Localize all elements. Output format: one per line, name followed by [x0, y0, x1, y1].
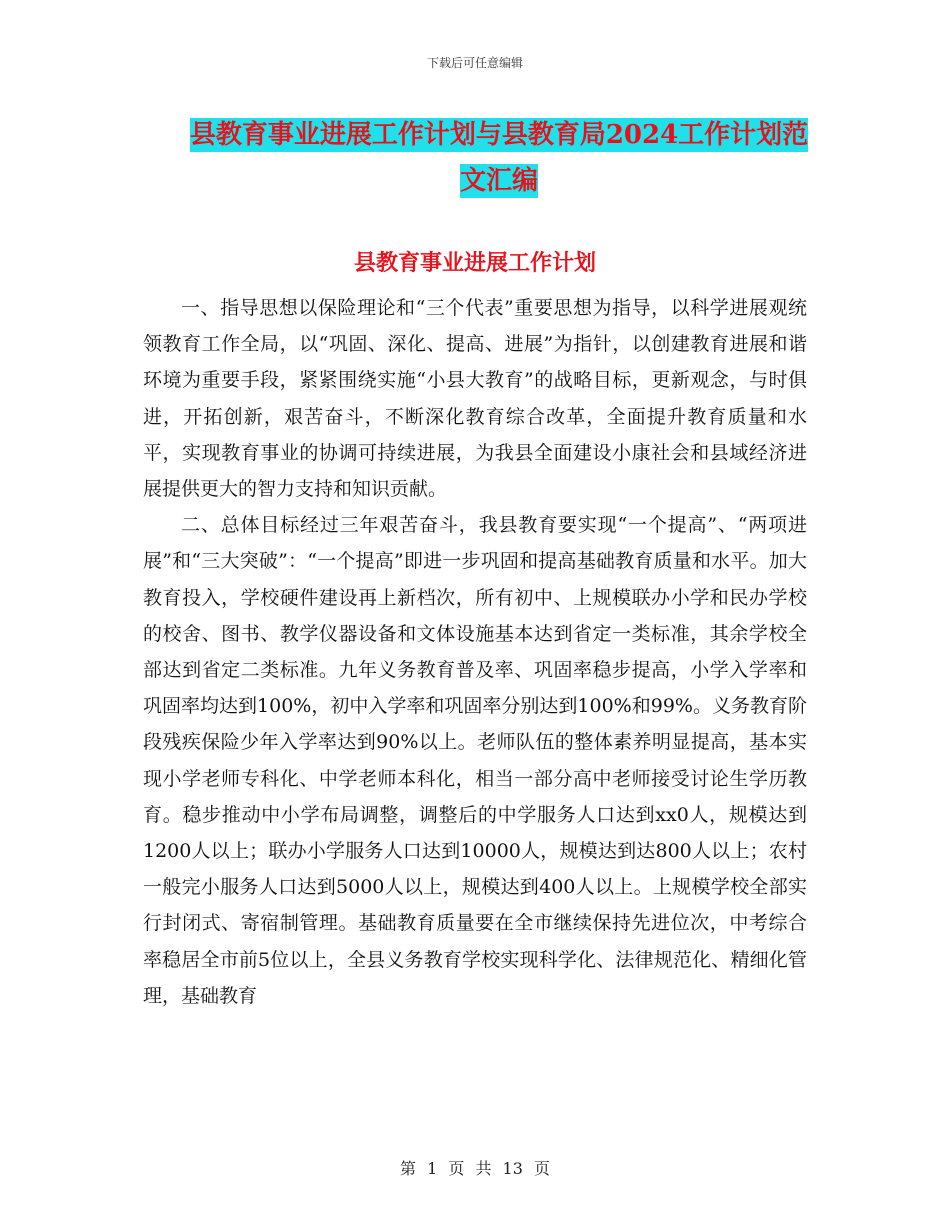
document-title-text: 县教育事业进展工作计划与县教育局2024工作计划范文汇编 [189, 120, 809, 196]
document-body [143, 290, 807, 1014]
paragraph-overall-goals: 二、总体目标经过三年艰苦奋斗，我县教育要实现“一个提高”、“两项进展”和“三大突破”：“一个提高”即进一步巩固和提高基础教育质量和水平。加大教育投入，学校硬件建设再上新档次，所有初中、上规模联办小学和民办学校的校舍、图书、教学仪器设备和文体设施基本达到省定一类标准，其余学校全部达到省定二类标准。九年义务教育普及率、巩固率稳步提高，小学入学率和巩固率均达到100%，初中入学率和巩固率分别达到100%和99%。义务教育阶段残疾保险少年入学率达到90%以上。老师队伍的整体素养明显提高，基本实现小学老师专科化、中学老师本科化，相当一部分高中老师接受讨论生学历教育。稳步推动中小学布局调整，调整后的中学服务人口达到xx0人，规模达到1200人以上；联办小学服务人口达到10000人，规模达到达800人以上；农村一般完小服务人口达到5000人以上，规模达到400人以上。上规模学校全部实行封闭式、寄宿制管理。基础教育质量要在全市继续保持先进位次，中考综合率稳居全市前5位以上，全县义务教育学校实现科学化、法律规范化、精细化管理，基础教育 [143, 514, 807, 1007]
section-title: 县教育事业进展工作计划 [353, 250, 596, 276]
document-title [188, 112, 810, 204]
page-header-note: 下载后可任意编辑 [426, 56, 523, 70]
paragraph-guiding-ideology: 一、指导思想以保险理论和“三个代表”重要思想为指导，以科学进展观统领教育工作全局，以“巩固、深化、提高、进展”为指针，以创建教育进展和谐环境为重要手段，紧紧围绕实施“小县大教育”的战略目标，更新观念，与时俱进，开拓创新，艰苦奋斗，不断深化教育综合改革，全面提升教育质量和水平，实现教育事业的协调可持续进展，为我县全面建设小康社会和县域经济进展提供更大的智力支持和知识贡献。 [143, 297, 807, 501]
page-number-footer: 第 1 页 共 13 页 [400, 1159, 550, 1178]
